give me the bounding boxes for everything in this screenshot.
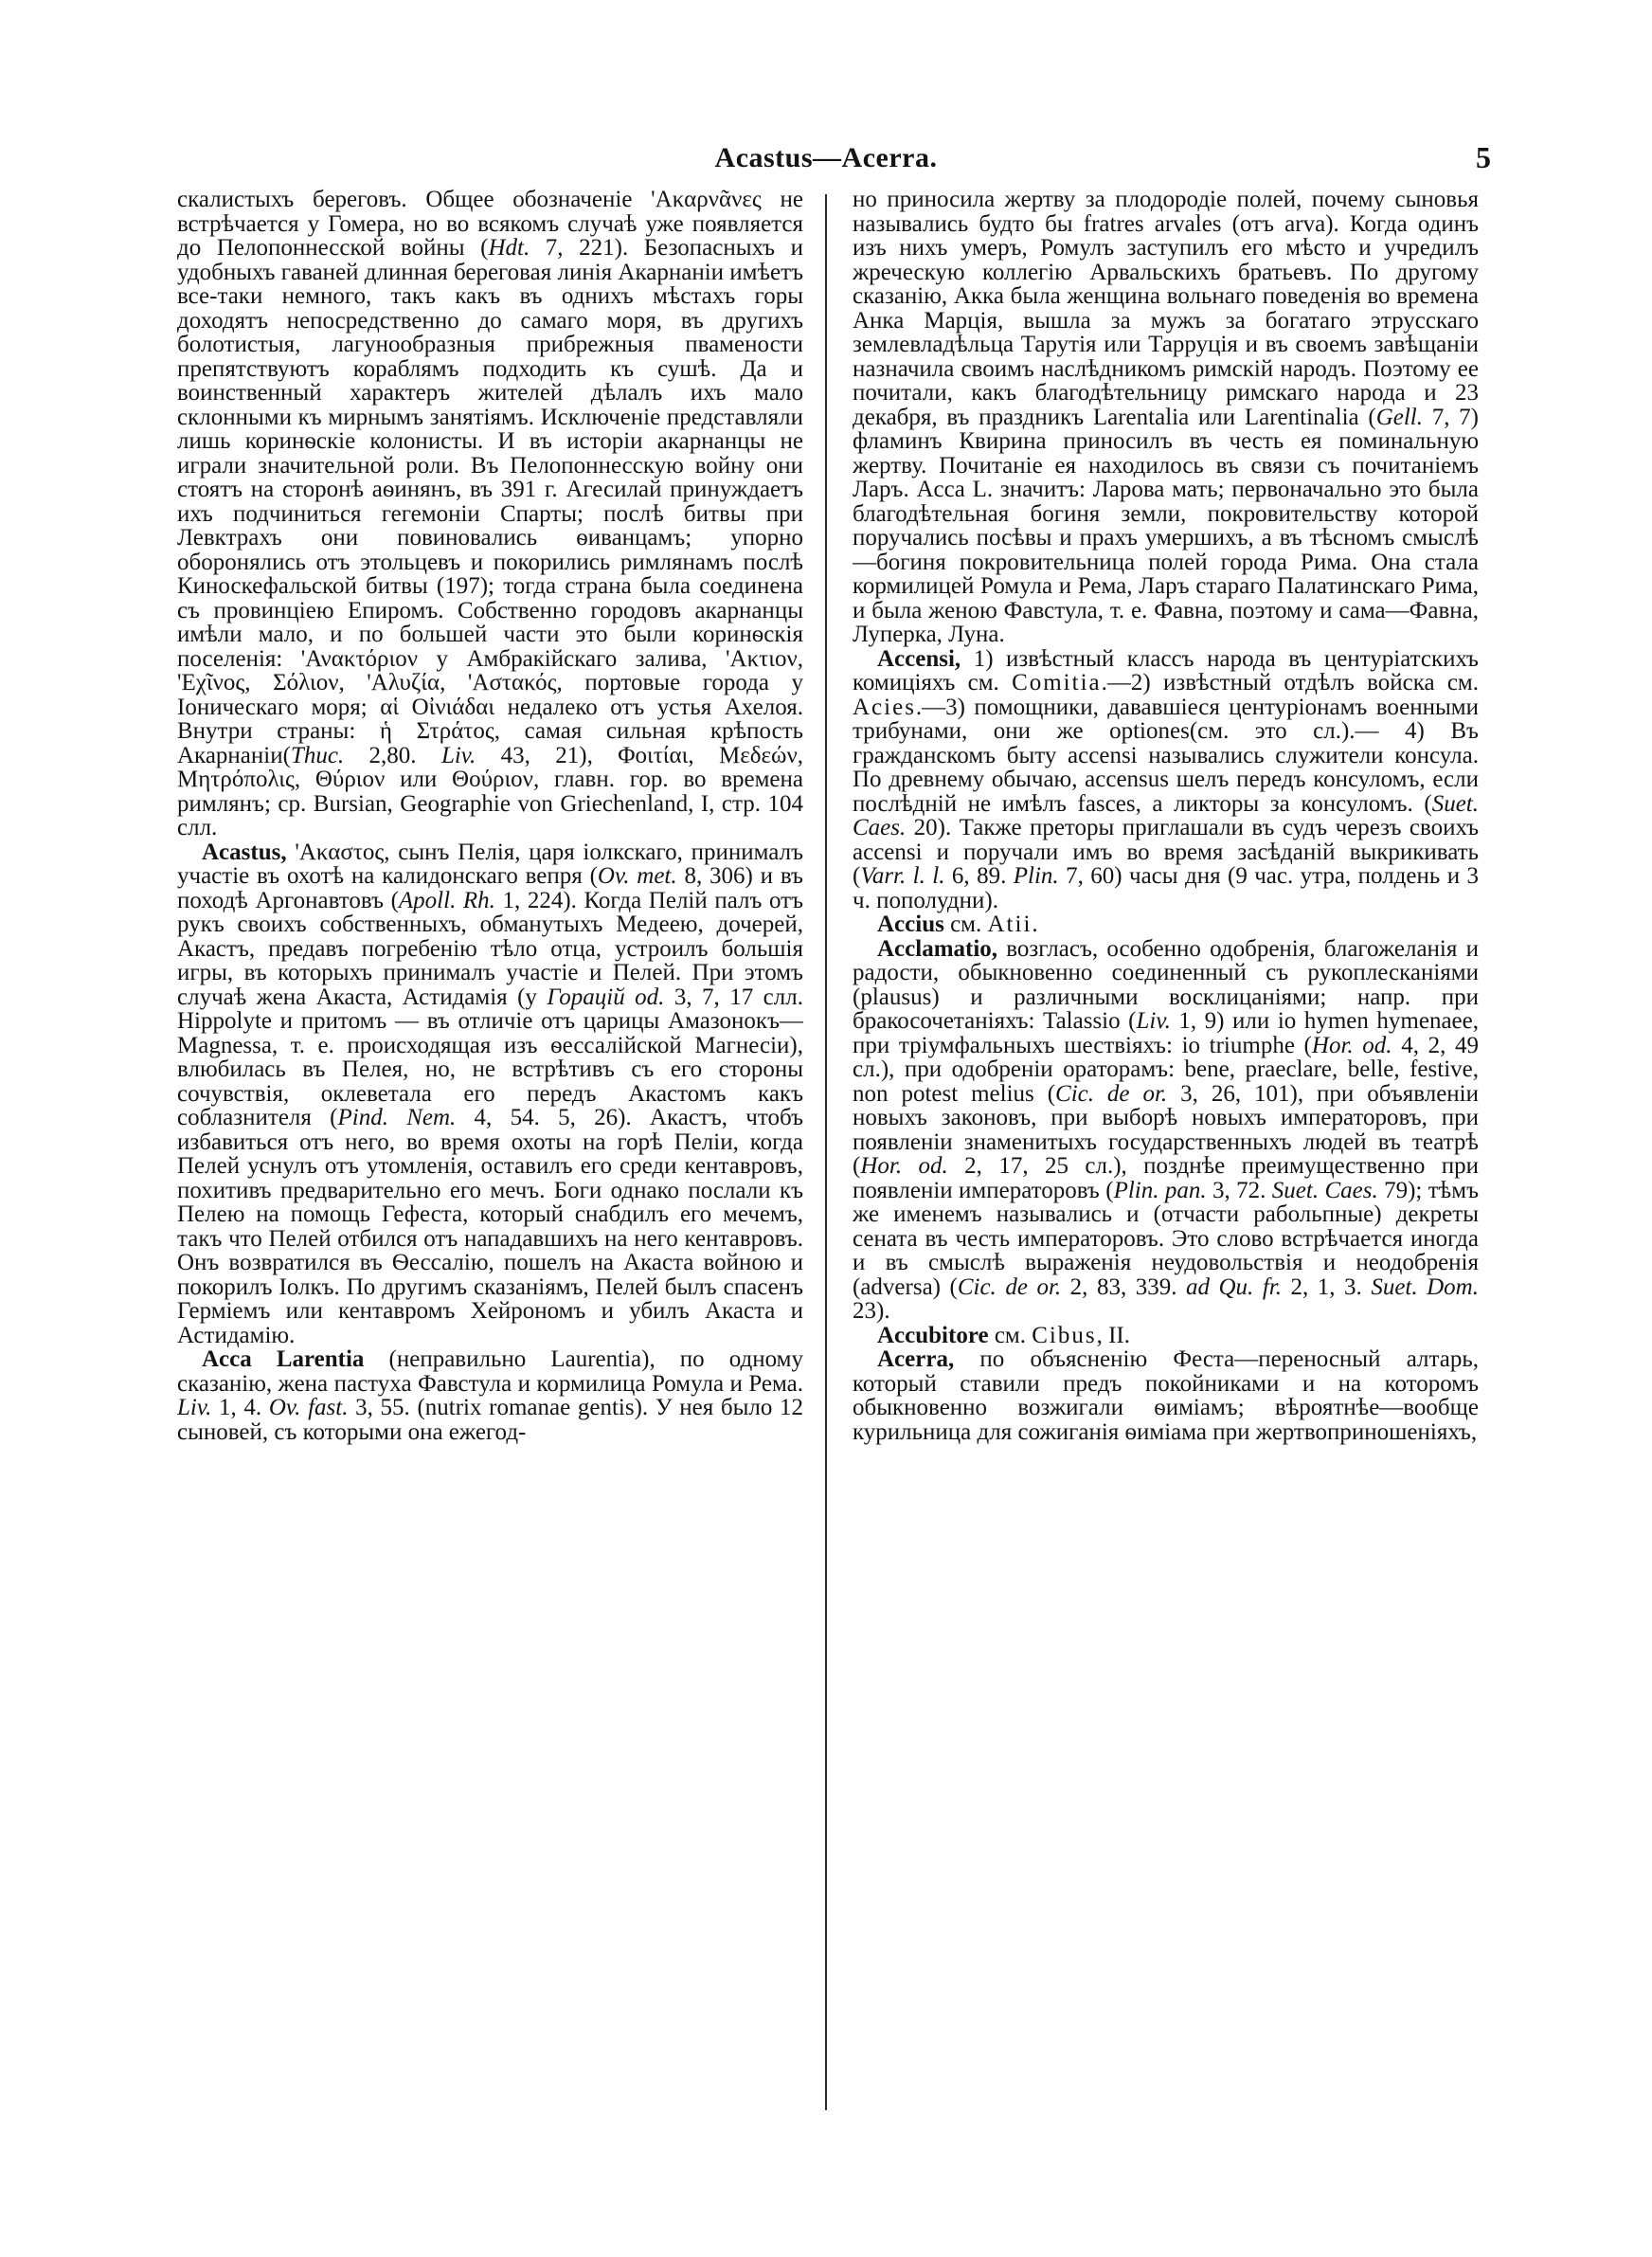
citation: Cic. de or. xyxy=(1055,1080,1168,1107)
citation: Suet. Caes. xyxy=(853,790,1479,840)
citation: Ov. met. xyxy=(597,863,677,889)
cross-reference: Comitia xyxy=(1012,670,1102,695)
text-run: скалистыхъ береговъ. Общее обозначеніе 'Ακαρνᾶνες не встрѣчается у Гомера, но во всякомъ случаѣ уже появляется до Пелопоннесской войны ( xyxy=(177,188,803,261)
text-run: 2, 17, 25 сл.), позднѣе преимущественно при появленіи императоровъ ( xyxy=(853,1153,1479,1203)
text-run: 4, 54. 5, 26). Акастъ, чтобъ избавиться отъ него, во время охоты на горѣ Пеліи, когда Пелей уснулъ отъ утомленія, оставилъ его среди кентавровъ, похитивъ предварительно его мечъ. Боги однако послали къ Пелею на помощь Гефеста, который снабдилъ его мечемъ, такъ что Пелей отбился отъ нападавшихъ на него кентавровъ. Онъ возвратился въ Ѳессалію, пошелъ на Акаста войною и покорилъ Іолкъ. По другимъ сказаніямъ, Пелей былъ спасенъ Гермiемъ или кентавромъ Хейрономъ и убилъ Акаста и Астидамію. xyxy=(177,1105,803,1348)
text-run: (неправильно Laurentia), по одному сказанію, жена пастуха Фавстула и кормилица Ромула и Рема. xyxy=(177,1346,803,1397)
text-run: но приносила жертву за плодородіе полей, почему сыновья назывались будто бы fratres arvales (отъ arva). Когда одинъ изъ нихъ умеръ, Ромулъ заступилъ его мѣсто и учредилъ жреческую коллегію Арвальскихъ братьевъ. По другому сказанію, Акка была женщина вольнаго поведенія во времена Анка Марція, вышла за мужъ за богатаго этрусскаго землевладѣльца Тарутія или Тарруція и въ своемъ завѣщаніи назначила своимъ наслѣдникомъ римскій народъ. Поэтому ее почитали, какъ благодѣтельницу римскаго народа и 23 декабря, въ праздникъ Larentalia или Larentinalia ( xyxy=(853,188,1479,430)
page-number: 5 xyxy=(1476,140,1491,174)
headword: Accensi, xyxy=(877,645,974,672)
headword: Acerra, xyxy=(877,1346,980,1372)
article-p5 xyxy=(853,647,1479,913)
cross-reference: Acies xyxy=(853,694,916,720)
text-run: 4, 2, 49 сл.), при одобреніи ораторамъ: bene, praeclare, belle, festive, non potest melius ( xyxy=(853,1032,1479,1107)
headword: Acclamatio, xyxy=(877,935,1007,962)
text-run: 3, 7, 17 слл. Hippolyte и притомъ — въ отличіе отъ царицы Амазонокъ—Magnessa, т. е. происходящая изъ ѳессалійской Магнесіи), влюбилась въ Пелея, но, не встрѣтивъ съ его стороны сочувствія, оклеветала его передъ Акастомъ какъ соблазнителя ( xyxy=(177,984,803,1130)
headword: Accubitore xyxy=(877,1322,995,1348)
text-run: 'Ακαστος, сынъ Пелія, царя іолкскаго, принималъ участіе въ охотѣ на калидонскаго вепря ( xyxy=(177,839,803,889)
text-run: 43, 21), Φοιτίαι, Μεδεών, Μητρόπολις, Θύριον или Θούριον, главн. гор. во времена римлянъ; ср. Bursian, Geographie von Griechenland, I, стр. 104 слл. xyxy=(177,742,803,840)
citation: Gell. xyxy=(1375,404,1423,430)
citation: Pind. Nem. xyxy=(337,1105,457,1130)
text-run: 1, 224). Когда Пелій палъ отъ рукъ своихъ собственныхъ, обманутыхъ Медеею, дочерей, Акастъ, предавъ погребенію тѣло отца, устроилъ большія игры, въ которыхъ принималъ участіе и Пелей. При этомъ случаѣ жена Акаста, Астидамія (у xyxy=(177,887,803,1010)
text-run: см. xyxy=(950,912,988,937)
citation: Ov. fast. xyxy=(268,1395,349,1420)
headword: Acca Larentia xyxy=(202,1346,389,1372)
text-run: 8, 306) и въ походѣ Аргонавтовъ ( xyxy=(177,863,803,913)
text-run: возгласъ, особенно одобренія, благожеланія и радости, обыкновенно соединенный съ рукоплесканіями (plausus) и различными восклицаніями; напр. при бракосочетаніяхъ: Talassio ( xyxy=(853,935,1479,1034)
citation: Plin. pan. xyxy=(1113,1177,1207,1203)
article-p7 xyxy=(853,937,1479,1324)
text-run: 79); тѣмъ же именемъ назывались и (отчасти рабольпные) декреты сената въ честь императоровъ. Это слово встрѣчается иногда и въ смыслѣ выраженія неудовольствія и неодобренія (adversa) ( xyxy=(853,1177,1479,1300)
text-run: . xyxy=(1032,912,1038,937)
citation: Hdt. xyxy=(488,235,530,261)
right-column xyxy=(853,188,1479,2121)
text-run: 2,80. xyxy=(344,742,441,768)
text-run: 2, 1, 3. xyxy=(1281,1273,1372,1300)
citation: Liv. xyxy=(440,742,476,768)
text-run: 2, 83, 339. xyxy=(1061,1273,1186,1300)
text-run: 1, 4. xyxy=(211,1395,269,1420)
column-divider xyxy=(825,194,827,2110)
text-run: 23). xyxy=(853,1298,890,1324)
article-p4 xyxy=(853,188,1479,647)
article-p6 xyxy=(853,912,1479,937)
text-run: .—3) помощники, дававшіеся центуріонамъ военными трибунами, они же optiones(см. это сл.).— 4) Въ гражданскомъ быту accensi назывались служители консула. По древнему обычаю, accensus шелъ передъ консуломъ, если послѣдній не имѣлъ fasces, а ликторы за консуломъ. ( xyxy=(853,694,1479,817)
citation: Apoll. Rh. xyxy=(398,887,495,913)
text-run: 1) извѣстный классъ народа въ центуріатскихъ комиціяхъ см. xyxy=(853,645,1479,695)
left-column xyxy=(177,188,803,2121)
text-run: , II. xyxy=(1096,1322,1131,1348)
cross-reference: Cibus xyxy=(1032,1322,1097,1348)
article-p9 xyxy=(853,1347,1479,1444)
cross-reference: Atii xyxy=(987,912,1032,937)
article-p3 xyxy=(177,1347,803,1444)
text-run: см. xyxy=(994,1322,1032,1348)
text-run: 6, 89. xyxy=(944,863,1014,889)
text-run: 7, 60) часы дня (9 час. утра, полдень и 3 ч. пополудни). xyxy=(853,863,1479,913)
citation: Hor. od. xyxy=(1311,1032,1392,1058)
running-head: Acastus—Acerra. xyxy=(714,142,938,173)
text-run: 1, 9) или io hymen hymenaee, при тріумфальныхъ шествіяхъ: io triumphe ( xyxy=(853,1008,1479,1058)
article-p2 xyxy=(177,840,803,1348)
citation: Varr. l. l. xyxy=(860,863,945,889)
citation: Cic. de or. xyxy=(957,1273,1062,1300)
text-run: 3, 26, 101), при объявленіи новыхъ законовъ, при выборѣ новыхъ императоровъ, при появленіи знаменитыхъ государственныхъ людей въ театрѣ ( xyxy=(853,1080,1479,1179)
citation: Suet. Caes. xyxy=(1271,1177,1378,1203)
text-run: 7, 7) фламинъ Квирина приносилъ въ честь ея поминальную жертву. Почитаніе ея находилось въ связи съ почитаніемъ Ларъ. Acca L. значитъ: Ларова мать; первоначально это была благодѣтельная богиня земли, покровительству которой поручались посѣвы и прахъ умершихъ, а въ тѣсномъ смыслѣ—богиня покровительница полей города Рима. Она стала кормилицей Ромула и Рема, Ларъ стараго Палатинскаго Рима, и была женою Фавстула, т. е. Фавна, поэтому и сама—Фавна, Луперка, Луна. xyxy=(853,404,1479,647)
text-run: 3, 55. (nutrix romanae gentis). У нея было 12 сыновей, съ которыми она ежегод- xyxy=(177,1395,803,1445)
citation: Liv. xyxy=(1136,1008,1171,1034)
headword: Accius xyxy=(877,912,951,937)
article-p1 xyxy=(177,188,803,840)
citation: Hor. od. xyxy=(860,1153,948,1179)
citation: Liv. xyxy=(177,1395,212,1420)
text-run: 20). Также преторы приглашали въ судъ черезъ своихъ accensi и поручали имъ во время засѣданій выкрикивать ( xyxy=(853,815,1479,889)
text-run: по объясненію Феста—переносный алтарь, который ставили предъ покойниками и на которомъ обыкновенно возжигали ѳиміамъ; вѣроятнѣе—вообще курильница для сожиганія ѳиміама при жертвоприношеніяхъ, xyxy=(853,1346,1479,1445)
citation: Горацій od. xyxy=(547,984,665,1010)
citation: Suet. Dom. xyxy=(1371,1273,1479,1300)
text-run: .—2) извѣстный отдѣлъ войска см. xyxy=(1101,670,1479,695)
headword: Acastus, xyxy=(202,839,296,865)
citation: Plin. xyxy=(1013,863,1059,889)
citation: Thuc. xyxy=(290,742,345,768)
citation: ad Qu. fr. xyxy=(1185,1273,1282,1300)
text-run: 7, 221). Безопасныхъ и удобныхъ гаваней длинная береговая линія Акарнаніи имѣетъ все-таки немного, такъ какъ въ однихъ мѣстахъ горы доходятъ непосредственно до самаго моря, въ другихъ болотистыя, лагунообразныя прибрежныя пвамености препятствуютъ кораблямъ подходить къ сушѣ. Да и воинственный характеръ жителей дѣлалъ ихъ мало склонными къ мирнымъ занятіямъ. Исключеніе представляли лишь коринѳскіе колонисты. И въ исторіи акарнанцы не играли значительной роли. Въ Пелопоннесскую войну они стоятъ на сторонѣ аѳинянъ, въ 391 г. Агесилай принуждаетъ ихъ подчиниться гегемоніи Спарты; послѣ битвы при Левктрахъ они повиновались ѳиванцамъ; упорно оборонялись отъ этольцевъ и покорились римлянамъ послѣ Киноскефальской битвы (197); тогда страна была соединена съ провинціею Епиромъ. Собственно городовъ акарнанцы имѣли мало, и по большей части это были коринѳскія поселенія: 'Ανακτόριον у Амбракійскаго залива, 'Ακτιον, 'Εχῖνος, Σόλιον, 'Αλυζία, 'Αστακός, портовые города у Іоническаго моря; αἱ Οἰνιάδαι недалеко отъ устья Ахелоя. Внутри страны: ἡ Στράτος, самая сильная крѣпость Акарнаніи( xyxy=(177,235,803,768)
text-run: 3, 72. xyxy=(1206,1177,1272,1203)
article-p8 xyxy=(853,1324,1479,1348)
